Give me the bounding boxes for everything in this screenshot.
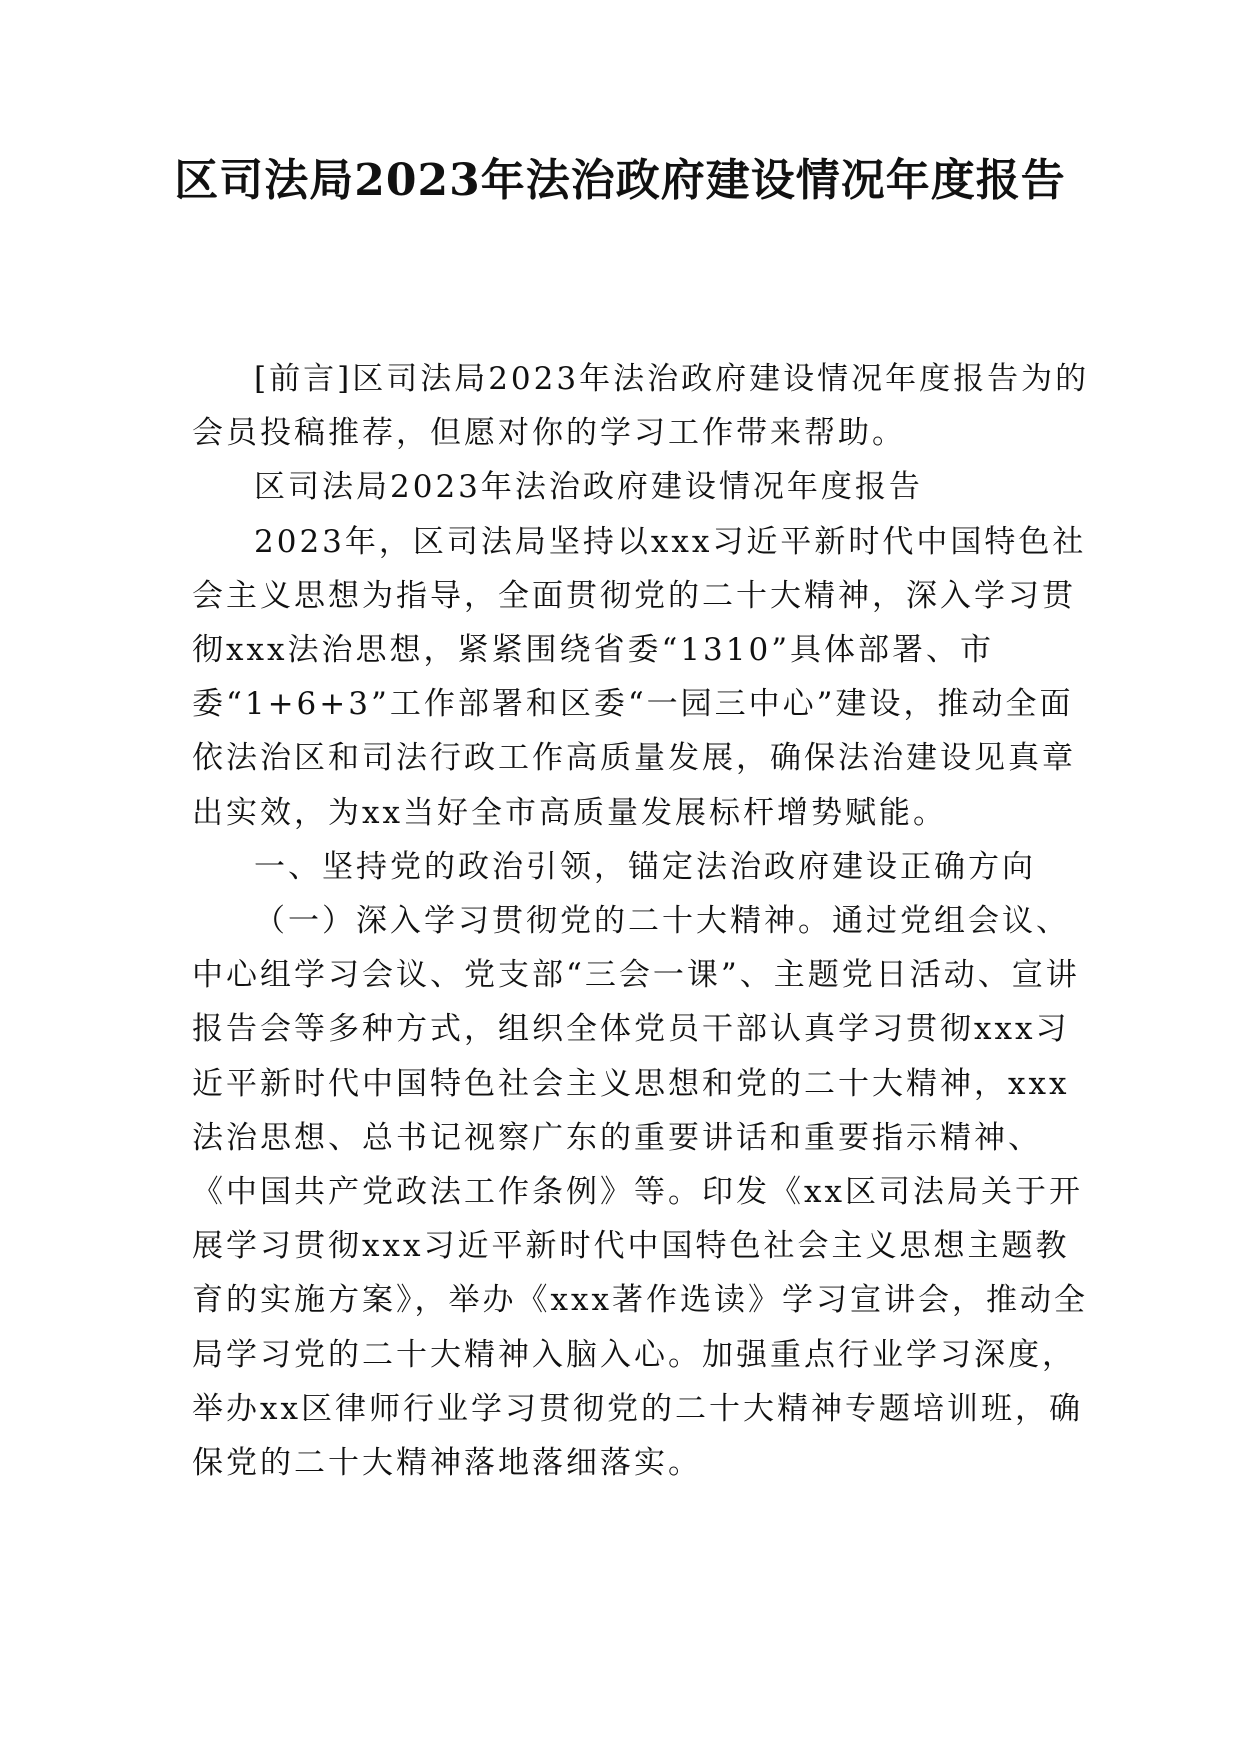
report-subtitle-paragraph: 区司法局2023年法治政府建设情况年度报告: [254, 469, 923, 506]
section-heading-1: 一、坚持党的政治引领，锚定法治政府建设正确方向: [254, 848, 1036, 885]
subsection-paragraph-1: （一）深入学习贯彻党的二十大精神。通过党组会议、中心组学习会议、党支部“三会一课”、主题党日活动、宣讲报告会等多种方式，组织全体党员干部认真学习贯彻xxx习近平新时代中国特色社会主义思想和党的二十大精神，xxx法治思想、总书记视察广东的重要讲话和重要指示精神、《中国共产党政法工作条例》等。印发《xx区司法局关于开展学习贯彻xxx习近平新时代中国特色社会主义思想主题教育的实施方案》，举办《xxx著作选读》学习宣讲会，推动全局学习党的二十大精神入脑入心。加强重点行业学习深度，举办xx区律师行业学习贯彻党的二十大精神专题培训班，确保党的二十大精神落地落细落实。: [192, 903, 1088, 1482]
document-body: [192, 352, 1092, 1490]
document-title: 区司法局2023年法治政府建设情况年度报告: [174, 155, 1066, 206]
overview-paragraph: 2023年，区司法局坚持以xxx习近平新时代中国特色社会主义思想为指导，全面贯彻党的二十大精神，深入学习贯彻xxx法治思想，紧紧围绕省委“1310”具体部署、市委“1+6+3”工作部署和区委“一园三中心”建设，推动全面依法治区和司法行政工作高质量发展，确保法治建设见真章出实效，为xx当好全市高质量发展标杆增势赋能。: [192, 523, 1087, 831]
preface-paragraph: [前言]区司法局2023年法治政府建设情况年度报告为的会员投稿推荐，但愿对你的学习工作带来帮助。: [192, 361, 1090, 452]
